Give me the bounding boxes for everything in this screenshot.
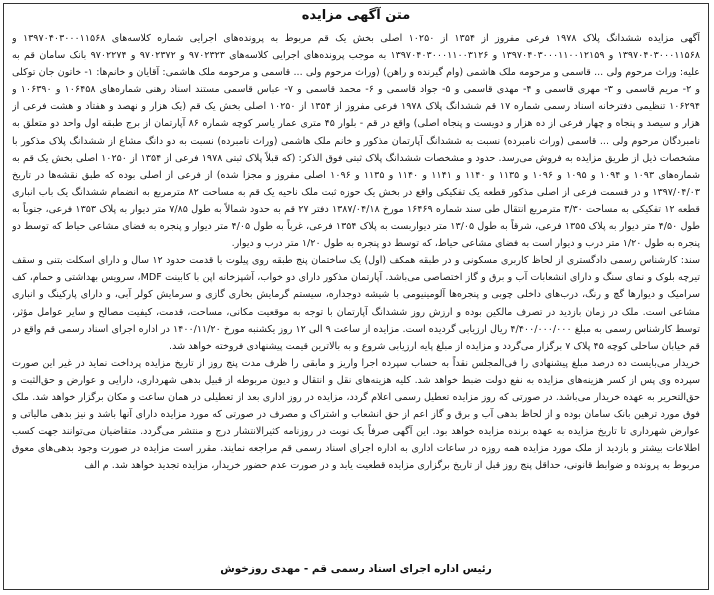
- notice-paragraph: آگهی مزایده ششدانگ پلاک ۱۹۷۸ فرعی مفروز از ۱۳۵۴ از ۱۰۲۵۰ اصلی بخش یک قم مربوط به پرونده‌های اجرایی شماره کلاسه‌های ۱۳۹۷۰۴۰۳۰۰۰۱۱۵۶۸ و ۱۳۹۷۰۴۰۳۰۰۰۱۱۵۶۸ و ۱۳۹۷۰۴۰۳۰۰۰۱۱۰۰۱۲۱۵۹ و ۱۳۹۷۰۴۰۳۰۰۰۱۱۰۰۳۱۲۶ به موجب پرونده‌های اجرایی کلاسه‌های ۹۷۰۲۳۲۳ و ۹۷۰۲۳۷۲ و ۹۷۰۲۲۷۴ بانک سامان قم به علیه: وراث مرحوم ولی ... قاسمی و مرحومه ملک هاشمی (وام گیرنده و راهن) (وراث مرحوم ولی ... قاسمی و مرحومه ملک هاشمی: آقایان و خانم‌ها: ۱- خاتون جان توکلی و ۲- مریم قاسمی و ۳- مهری قاسمی و ۴- مهدی قاسمی و ۵- جواد قاسمی و ۶- محمد قاسمی و ۷- عباس قاسمی مستند اسناد رهنی شماره‌های ۱۰۶۴۵۸ و ۱۰۶۳۹۰ و ۱۰۶۲۹۴ تنظیمی دفترخانه اسناد رسمی شماره ۱۷ قم ششدانگ پلاک ۱۹۷۸ فرعی مفروز از ۱۳۵۴ از ۱۰۲۵۰ اصلی بخش یک قم (یک هزار و نهصد و هفتاد و هشت فرعی از هزار و سیصد و پنجاه و چهار فرعی از ده هزار و دویست و پنجاه اصلی) واقع در قم - بلوار ۴۵ متری عمار یاسر کوچه شماره ۸۶ آپارتمان از برج طبقه اول واحد دو متعلق به نامبردگان مرحوم ولی ... قاسمی (وراث نامبرده) نسبت به ششدانگ آپارتمان مذکور و خانم ملک هاشمی (وراث نامبرده) نسبت به دو دانگ مشاع از ششدانگ پلاک مذکور با مشخصات ذیل از طریق مزایده به فروش می‌رسد. حدود و مشخصات ششدانگ پلاک ثبتی فوق الذکر: (که قبلاً پلاک ثبتی ۱۹۷۸ فرعی از ۱۳۵۴ از ۱۰۲۵۰ اصلی بخش یک قم به شماره‌های ۱۰۹۳ و ۱۰۹۴ و ۱۰۹۵ و ۱۰۹۶ و ۱۱۳۵ و ۱۱۴۰ و ۱۱۴۱ و ۱۱۴۰ و ۱۱۳۵ و ۱۰۹۶ اصلی مفروز و مجزا شده) از فرعی از اصلی بوده که طبق نقشه‌ها در تاریخ ۱۳۹۷/۰۴/۰۳ و در قسمت فرعی از اصلی مذکور قطعه یک تفکیکی واقع در بخش یک حوزه ثبت ملک ناحیه یک قم به مساحت ۸۲ مترمربع به انضمام ششدانگ یک باب انباری قطعه ۱۲ تفکیکی به مساحت ۳/۳۰ مترمربع انتقال طی سند شماره ۱۶۴۶۹ مورخ ۱۳۸۷/۰۴/۱۸ دفتر ۲۷ قم به حدود شمالاً به طول ۷/۸۵ متر دیوار به پلاک ۱۳۵۳ فرعی، جنوباً به طول ۴/۵۰ متر دیوار به پلاک ۱۳۵۵ فرعی، شرقاً به طول ۱۳/۰۵ متر دیواربست به پلاک ۱۳۵۴ فرعی، غرباً به طول ۴/۰۵ متر دیوار و پنجره به فضای مشاعی حیاط که توسط دو پنجره به طول ۱/۲۰ متر درب و دیوار است به فضای مشاعی حیاط، که توسط دو پنجره به طول ۱/۲۰ متر درب و دیوار.: [12, 33, 700, 250]
- notice-paragraph: سند: کارشناس رسمی دادگستری از لحاظ کاربری مسکونی و در طبقه همکف (اول) یک ساختمان پنج طبقه روی پیلوت با قدمت حدود ۱۲ سال و دارای اسکلت بتنی و سقف تیرچه بلوک و نمای سنگ و دارای انشعابات آب و برق و گاز اختصاصی می‌باشد. آپارتمان مذکور دارای دو خواب، آشپزخانه اپن با کابینت MDF، سرویس بهداشتی و حمام، کف سرامیک و دیوارها گچ و رنگ، درب‌های داخلی چوبی و پنجره‌ها آلومینیومی با شیشه دوجداره، سیستم گرمایش بخاری گازی و سرمایش کولر آبی، و دارای پارکینگ و انباری مشاعی است. ملک در زمان بازدید در تصرف مالکین بوده و ارزش روز ششدانگ آپارتمان با توجه به موقعیت مکانی، مساحت، قدمت، کیفیت مصالح و سایر عوامل مؤثر، توسط کارشناس رسمی به مبلغ ۴/۴۰۰/۰۰۰/۰۰۰ ریال ارزیابی گردیده است. مزایده از ساعت ۹ الی ۱۲ روز یکشنبه مورخ ۱۴۰۰/۱۱/۲۰ در اداره اجرای اسناد رسمی قم واقع در قم خیابان ساحلی کوچه ۴۵ پلاک ۷ برگزار می‌گردد و مزایده از مبلغ پایه ارزیابی شروع و به بالاترین قیمت پیشنهادی فروخته خواهد شد.: [12, 255, 700, 352]
- notice-frame: [3, 3, 709, 590]
- notice-title: متن آگهی مزایده: [301, 8, 411, 23]
- notice-signature: رئیس اداره اجرای اسناد رسمی قم - مهدی روزخوش: [220, 563, 492, 575]
- notice-body: [12, 30, 700, 550]
- notice-paragraph: خریدار می‌بایست ده درصد مبلغ پیشنهادی را فی‌المجلس نقداً به حساب سپرده اجرا واریز و مابقی را ظرف مدت پنج روز از تاریخ مزایده پرداخت نماید در غیر این صورت سپرده وی پس از کسر هزینه‌های مزایده به نفع دولت ضبط خواهد شد. کلیه هزینه‌های نقل و انتقال و دیون مربوطه از قبیل بدهی شهرداری، دارایی و عوارض و حق‌الثبت و حق‌التحریر به عهده خریدار می‌باشد. در صورتی که روز مزایده تعطیل رسمی اعلام گردد، مزایده در روز اداری بعد از تعطیلی در همان ساعت و مکان برگزار خواهد شد. ملک فوق مورد ترهین بانک سامان بوده و از لحاظ بدهی آب و برق و گاز اعم از حق انشعاب و اشتراک و مصرف در صورتی که مورد مزایده دارای آنها باشد و نیز بدهی مالیاتی و عوارض شهرداری تا تاریخ مزایده به عهده برنده مزایده خواهد بود. این آگهی صرفاً یک نوبت در روزنامه کثیرالانتشار درج و منتشر می‌گردد. متقاضیان می‌توانند جهت کسب اطلاعات بیشتر و بازدید از ملک مورد مزایده همه روزه در ساعات اداری به اداره اجرای اسناد رسمی قم مراجعه نمایند. مقرر است مزایده در صورت وجود بدهی‌های معوق مربوط به پرونده و ضوابط قانونی، حداقل پنج روز قبل از تاریخ برگزاری مزایده قطعیت یابد و در صورت عدم حضور خریدار، مزایده تجدید خواهد شد. م الف: [12, 357, 700, 472]
